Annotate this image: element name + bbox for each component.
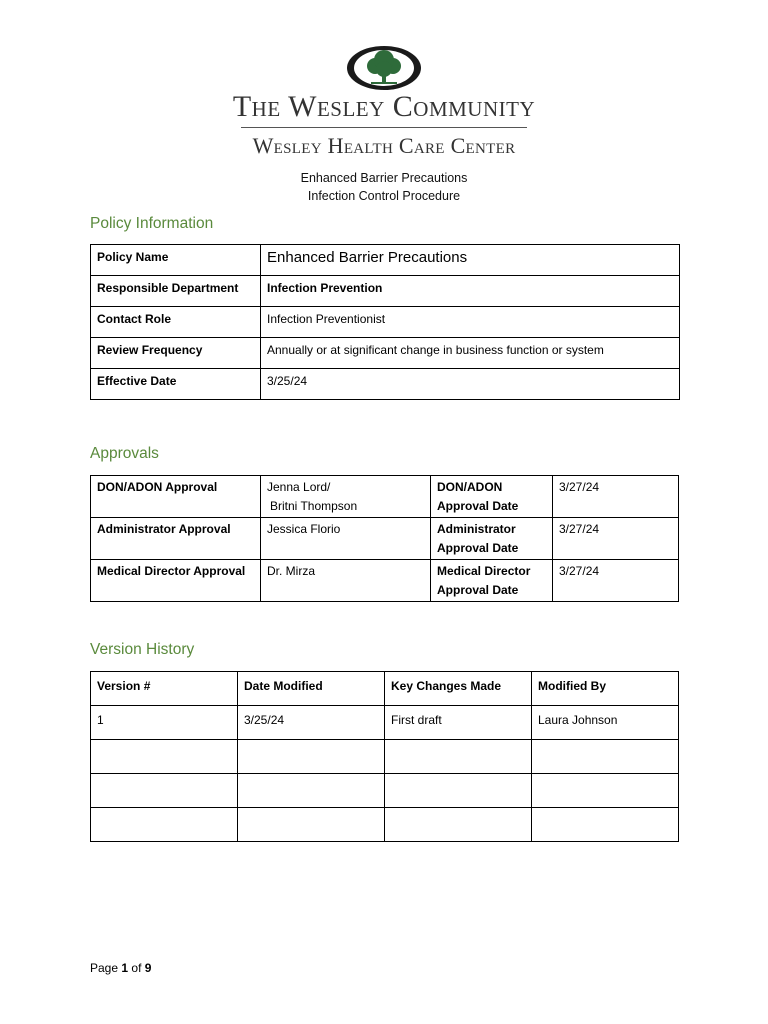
- of-word: of: [131, 961, 142, 975]
- approval-label: DON/ADON Approval: [91, 476, 261, 518]
- table-cell: First draft: [385, 706, 532, 740]
- approval-label: Administrator Approval: [91, 518, 261, 560]
- table-cell: [91, 740, 238, 774]
- effective-date-label: Effective Date: [91, 369, 261, 400]
- organization-subname: Wesley Health Care Center: [252, 133, 516, 158]
- version-history-heading: Version History: [90, 641, 195, 658]
- approval-date: 3/27/24: [553, 476, 679, 518]
- department-value: Infection Prevention: [261, 276, 680, 307]
- approver-name: [261, 476, 431, 518]
- table-row: [91, 740, 679, 774]
- policy-heading: Policy Information: [90, 215, 214, 232]
- table-cell: [238, 740, 385, 774]
- table-row: [91, 245, 680, 276]
- table-row: [91, 774, 679, 808]
- approval-date-label-line: Approval Date: [437, 499, 519, 513]
- column-header: Modified By: [532, 672, 679, 706]
- table-cell: Laura Johnson: [532, 706, 679, 740]
- page-word: Page: [90, 961, 119, 975]
- approver-name: Jessica Florio: [261, 518, 431, 560]
- page-number: [90, 961, 151, 975]
- table-row: [91, 560, 679, 602]
- policy-name-value: Enhanced Barrier Precautions: [261, 245, 680, 276]
- tree-logo-icon: [345, 44, 423, 92]
- version-history-table: [90, 671, 679, 842]
- column-header: Date Modified: [238, 672, 385, 706]
- table-row: [91, 307, 680, 338]
- table-row: [91, 476, 679, 518]
- approval-date-label: [431, 476, 553, 518]
- approval-date-label-line: Administrator: [437, 522, 516, 536]
- document-title: Enhanced Barrier Precautions: [300, 171, 468, 185]
- table-cell: [238, 808, 385, 842]
- total-pages: 9: [144, 961, 152, 975]
- approval-label: Medical Director Approval: [91, 560, 261, 602]
- table-header-row: [91, 672, 679, 706]
- approval-date-label-line: Approval Date: [437, 541, 519, 555]
- table-row: [91, 706, 679, 740]
- table-cell: 3/25/24: [238, 706, 385, 740]
- approval-date: 3/27/24: [553, 518, 679, 560]
- review-frequency-label: Review Frequency: [91, 338, 261, 369]
- table-cell: [532, 808, 679, 842]
- contact-role-value: Infection Preventionist: [261, 307, 680, 338]
- approval-date: 3/27/24: [553, 560, 679, 602]
- table-cell: 1: [91, 706, 238, 740]
- policy-table: [90, 244, 680, 400]
- organization-name: The Wesley Community: [232, 90, 536, 123]
- approval-date-label: [431, 518, 553, 560]
- table-cell: [91, 808, 238, 842]
- approver-name-line: Jenna Lord/: [267, 480, 331, 494]
- table-row: [91, 276, 680, 307]
- table-cell: [385, 740, 532, 774]
- table-cell: [385, 808, 532, 842]
- approvals-heading: Approvals: [90, 445, 159, 462]
- table-row: [91, 518, 679, 560]
- approval-date-label: [431, 560, 553, 602]
- table-cell: [91, 774, 238, 808]
- approver-name-line: Britni Thompson: [270, 499, 358, 513]
- column-header: Version #: [91, 672, 238, 706]
- column-header: Key Changes Made: [385, 672, 532, 706]
- header-divider: [241, 127, 527, 128]
- table-row: [91, 338, 680, 369]
- department-label: Responsible Department: [91, 276, 261, 307]
- table-cell: [532, 774, 679, 808]
- logo: [0, 44, 768, 92]
- table-cell: [385, 774, 532, 808]
- table-cell: [238, 774, 385, 808]
- approvals-table: [90, 475, 679, 602]
- approval-date-label-line: Approval Date: [437, 583, 519, 597]
- contact-role-label: Contact Role: [91, 307, 261, 338]
- policy-name-label: Policy Name: [91, 245, 261, 276]
- effective-date-value: 3/25/24: [261, 369, 680, 400]
- approval-date-label-line: DON/ADON: [437, 480, 503, 494]
- document-type: Infection Control Procedure: [307, 189, 461, 203]
- table-row: [91, 369, 680, 400]
- current-page: 1: [121, 961, 129, 975]
- approver-name: Dr. Mirza: [261, 560, 431, 602]
- table-cell: [532, 740, 679, 774]
- approval-date-label-line: Medical Director: [437, 564, 531, 578]
- review-frequency-value: Annually or at significant change in business function or system: [261, 338, 680, 369]
- table-row: [91, 808, 679, 842]
